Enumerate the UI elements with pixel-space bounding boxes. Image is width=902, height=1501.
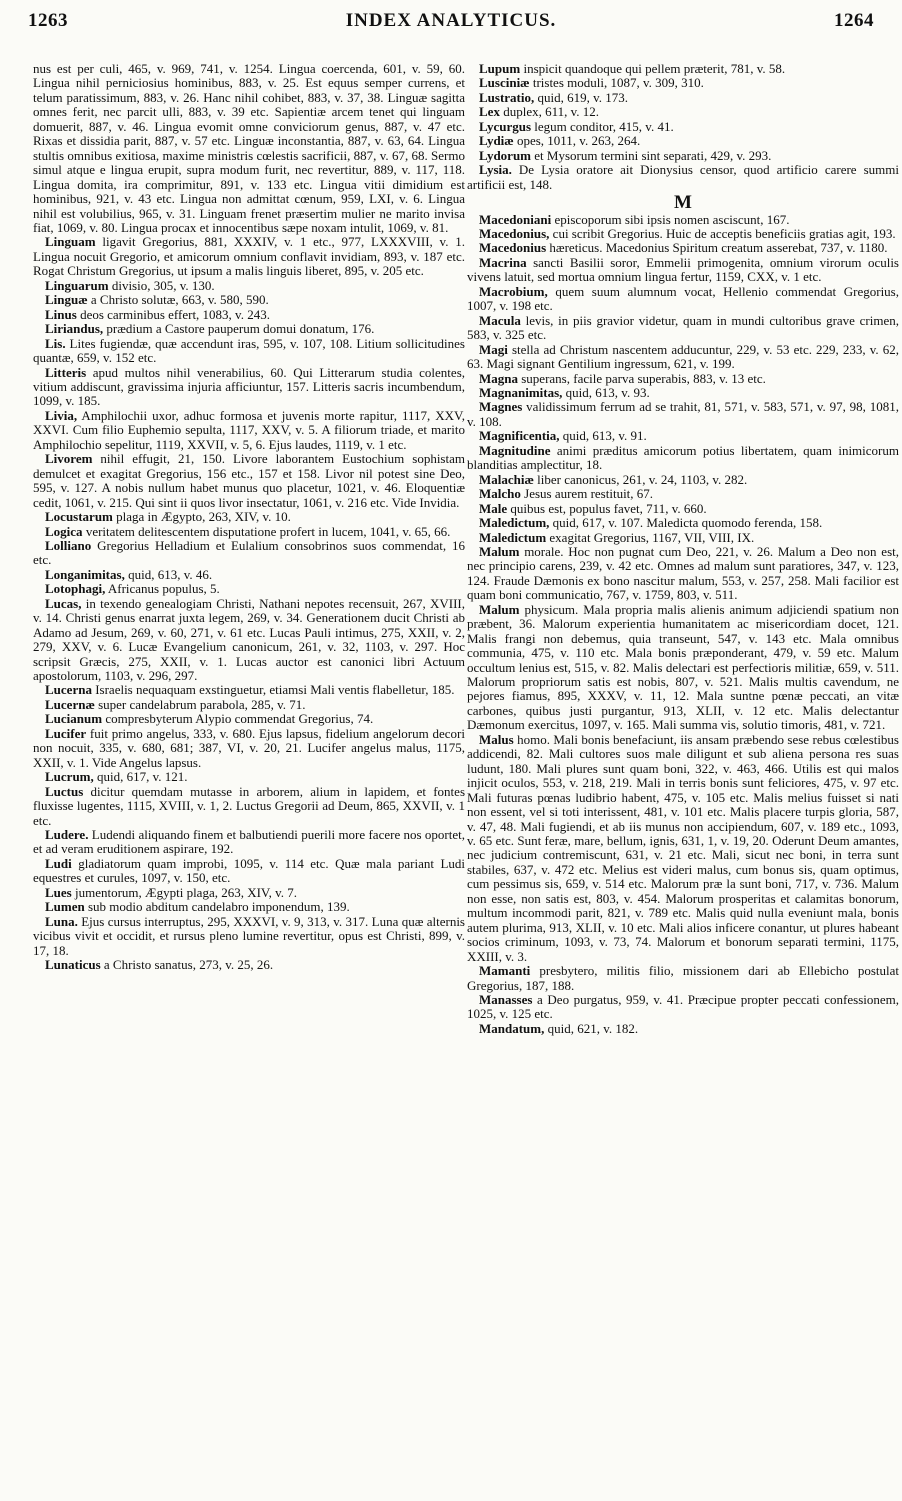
entry-text: Amphilochii uxor, adhuc formosa et juvenis morte rapitur, 1117, XXV, XXVI. Cum filio Euphemio sepulta, 1117, XXV, v. 5. A filiorum triade, et marito Amphilochio sepelitur, 1119, XXVII, v. 5, 6. Ejus laudes, 1119, v. 1 etc. — [33, 407, 465, 452]
entry-headword: Manasses — [479, 992, 533, 1007]
entry-text: compresbyterum Alypio commendat Gregorius, 74. — [102, 711, 374, 727]
entry-text: Jesus aurem restituit, 67. — [520, 486, 654, 502]
index-entry — [467, 993, 899, 1022]
entry-headword: Magi — [479, 341, 508, 357]
entry-text: quid, 619, v. 173. — [534, 89, 629, 105]
index-entry — [33, 337, 465, 366]
entry-text: hæreticus. Macedonius Spiritum creatum asserebat, 737, v. 1180. — [546, 240, 888, 256]
index-entry — [467, 62, 899, 76]
entry-text: episcoporum sibi ipsis nomen asciscunt, 167. — [551, 211, 790, 227]
entry-headword: Lustratio, — [479, 89, 535, 105]
entry-headword: Luctus — [45, 783, 84, 799]
index-entry — [467, 285, 899, 314]
index-entry — [33, 915, 465, 958]
entry-headword: Maledictum — [479, 529, 547, 545]
index-entry — [467, 91, 899, 105]
entry-text: quem suum alumnum vocat, Hellenio commendat Gregorius, 1007, v. 198 etc. — [467, 283, 899, 314]
entry-headword: Lydiæ — [479, 133, 514, 149]
entry-headword: Maledictum, — [479, 515, 550, 531]
entry-headword: Lusciniæ — [479, 75, 530, 91]
index-entry — [467, 473, 899, 487]
entry-headword: Lydorum — [479, 147, 532, 163]
index-entry — [33, 279, 465, 293]
entry-text: presbytero, militis filio, missionem dari ab Ellebicho postulat Gregorius, 187, 188. — [467, 963, 899, 993]
entry-headword: Malcho — [479, 486, 521, 502]
entry-headword: Malum — [479, 601, 520, 617]
index-entry — [467, 120, 899, 134]
entry-headword: Malum — [479, 543, 520, 559]
entry-headword: Magnificentia, — [479, 428, 560, 444]
index-entry — [467, 163, 899, 192]
left-column — [33, 62, 465, 973]
entry-headword: Lucerna — [45, 682, 92, 698]
entry-text: divisio, 305, v. 130. — [108, 277, 215, 293]
entry-text: opes, 1011, v. 263, 264. — [513, 133, 641, 149]
entry-headword: Malachiæ — [479, 471, 534, 487]
entry-text: duplex, 611, v. 12. — [499, 104, 600, 120]
entry-text: prædium a Castore pauperum domui donatum, 176. — [103, 321, 375, 337]
entry-text: plaga in Ægypto, 263, XIV, v. 10. — [112, 509, 291, 525]
entry-text: inspicit quandoque qui pellem præterit, 781, v. 58. — [520, 61, 786, 76]
entry-headword: Magnitudine — [479, 442, 551, 458]
entry-text: dicitur quemdam mutasse in arborem, alium in lapidem, et fontes fluxisse lugentes, 1115, XVIII, v. 1, 2. Luctus Gregorii ad Deum, 865, XXVII, v. 1 etc. — [33, 783, 465, 828]
entry-headword: Macedonius, — [479, 225, 550, 241]
entry-text: morale. Hoc non pugnat cum Deo, 221, v. 26. Malum a Deo non est, nec principio carens, 239, v. 42 etc. Omnes ad malum sunt paratiores, 347, v. 123, 124. Fraude Dæmonis ex bono nascitur malum, 553, v. 257, 258. Mali facilior est quam boni communicatio, 767, v. 1759, 803, v. 511. — [467, 543, 899, 603]
entry-headword: Male — [479, 500, 508, 516]
entry-headword: Lolliano — [45, 537, 92, 553]
index-entry — [467, 386, 899, 400]
page-number-left: 1263 — [28, 10, 68, 31]
section-letter: M — [674, 192, 692, 214]
entry-headword: Lycurgus — [479, 118, 532, 134]
entry-text: legum conditor, 415, v. 41. — [531, 118, 674, 134]
entry-text: De Lysia oratore ait Dionysius censor, quod artificio carere summi artificii est, 148. — [467, 162, 899, 192]
entry-text: animi præditus amicorum potius libertatem, quam inimicorum blanditias amplectitur, 18. — [467, 442, 899, 473]
index-entry — [467, 76, 899, 90]
entry-text: quid, 621, v. 182. — [544, 1020, 639, 1036]
index-entry — [33, 597, 465, 684]
entry-text: validissimum ferrum ad se trahit, 81, 571, v. 583, 571, v. 97, 98, 1081, v. 108. — [467, 399, 899, 429]
right-column — [467, 62, 899, 1036]
index-entry — [33, 727, 465, 770]
index-entry — [467, 429, 899, 443]
entry-text: levis, in piis gravior videtur, quam in mundi cultoribus grave crimen, 583, v. 325 etc. — [467, 312, 899, 343]
entry-text: cui scribit Gregorius. Huic de acceptis beneficiis gratias agit, 193. — [549, 225, 896, 241]
entry-text: Africanus populus, 5. — [105, 581, 220, 597]
entry-text: deos carminibus effert, 1083, v. 243. — [76, 306, 270, 322]
entry-text: a Christo solutæ, 663, v. 580, 590. — [87, 292, 269, 308]
entry-headword: Longanimitas, — [45, 566, 125, 582]
right-column-entries-m — [467, 213, 899, 1037]
entry-headword: Lis. — [45, 335, 66, 351]
entry-headword: Malus — [479, 731, 514, 747]
entry-headword: Lucianum — [45, 711, 103, 727]
index-entry — [33, 366, 465, 409]
entry-text: ligavit Gregorius, 881, XXXIV, v. 1 etc., 977, LXXXVIII, v. 1. Lingua nocuit Gregorio, et amicorum omnium conflavit invidiam, 893, v. 187 etc. Rogat Christum Gregorius, ut ipsum a malis linguis liberet, 895, v. 205 etc. — [33, 234, 465, 279]
index-entry — [467, 256, 899, 285]
index-entry — [33, 525, 465, 539]
entry-text: quid, 617, v. 121. — [93, 769, 188, 785]
index-entry — [33, 568, 465, 582]
entry-headword: Lex — [479, 104, 500, 120]
entry-text: super candelabrum parabola, 285, v. 71. — [94, 696, 306, 712]
entry-headword: Lucernæ — [45, 696, 95, 712]
entry-headword: Macedonius — [479, 240, 547, 256]
entry-text: sancti Basilii soror, Emmelii primogenita, omnium virorum oculis vivens latuit, sed mortua omnium lingua fertur, 1159, CXX, v. 1 etc. — [467, 254, 899, 285]
entry-headword: Macedoniani — [479, 211, 552, 227]
entry-text: Ludendi aliquando finem et balbutiendi puerili more facere nos oportet, et ad veram eruditionem aspirare, 192. — [33, 827, 465, 857]
entry-headword: Macula — [479, 312, 521, 328]
entry-text: et Mysorum termini sint separati, 429, v. 293. — [531, 147, 772, 163]
entry-text: sub modio abditum candelabro imponendum, 139. — [84, 899, 350, 915]
index-entry — [467, 964, 899, 993]
index-entry — [467, 487, 899, 501]
index-entry — [33, 452, 465, 510]
entry-text: nus est per culi, 465, v. 969, 741, v. 1254. Lingua coercenda, 601, v. 59, 60. Lingua nihil perniciosius hominibus, 883, v. 25. Est equus semper currens, et telum paratissimum, 883, v. 26. Hanc nihil cohibet, 883, v. 37, 38. Linguæ sagitta omnes ferit, nec parcit ulli, 883, v. 39 etc. Sapientiæ arcem tenet qui linguam domuerit, 887, v. 46. Lingua evomit omne conviciorum genus, 887, v. 47 etc. Rixas et dissidia parit, 887, v. 57 etc. Linguæ inconstantia, 887, v. 63, 64. Lingua stultis omnibus exitiosa, maxime ministris cœlestis sacrificii, 887, v. 67, 68. Sermo simul atque e lingua erupit, supra modum furit, nec revertitur, 889, v. 117, 118. Lingua domita, ira comprimitur, 891, v. 133 etc. Lingua vitii dimidium est hominibus, 921, v. 43 etc. Lingua non admittat cœnum, 959, LXI, v. 6. Lingua nihil est volubilius, 965, v. 31. Linguam frenet præsertim mulier ne marito invisa fiat, 1069, v. 80. Lingua procax et innocentibus sæpe noxam intulit, 1069, v. 81. — [33, 61, 465, 235]
entry-headword: Lupum — [479, 61, 521, 76]
entry-headword: Locustarum — [45, 509, 113, 525]
index-entry — [467, 1022, 899, 1036]
entry-headword: Macrina — [479, 254, 527, 270]
entry-text: Ejus cursus interruptus, 295, XXXVI, v. 9, 313, v. 317. Luna quæ alternis vicibus vivit et occidit, et rursus pleno lumine revertitur, opus est Christi, 899, v. 17, 18. — [33, 913, 465, 958]
entry-headword: Livia, — [45, 407, 78, 423]
entry-text: apud multos nihil venerabilius, 60. Qui Litterarum studia colentes, vitium addiscunt, gravissima injuria afficiuntur, 157. Litteris sacris incumbendum, 1099, v. 185. — [33, 364, 465, 409]
entry-headword: Liriandus, — [45, 321, 104, 337]
index-entry — [467, 241, 899, 255]
entry-text: quid, 617, v. 107. Maledicta quomodo ferenda, 158. — [549, 515, 823, 531]
index-entry — [467, 213, 899, 227]
entry-headword: Linguam — [45, 234, 96, 250]
entry-headword: Litteris — [45, 364, 87, 380]
index-entry — [33, 510, 465, 524]
entry-text: quid, 613, v. 91. — [559, 428, 647, 444]
entry-headword: Logica — [45, 523, 83, 539]
index-entry — [33, 322, 465, 336]
entry-text: fuit primo angelus, 333, v. 680. Ejus lapsus, fidelium angelorum decori non nocuit, 335, v. 680, 681; 387, VI, v. 20, 21. Lucifer angelus malus, 1175, XXII, v. 1. Vide Angelus lapsus. — [33, 725, 465, 770]
entry-text: gladiatorum quam improbi, 1095, v. 114 etc. Quæ mala pariant Ludi equestres et curules, 1097, v. 150, etc. — [33, 855, 465, 886]
index-entry — [467, 545, 899, 603]
entry-headword: Lotophagi, — [45, 581, 106, 597]
entry-headword: Macrobium, — [479, 283, 548, 299]
entry-headword: Lues — [45, 884, 72, 900]
index-entry — [467, 314, 899, 343]
entry-text: stella ad Christum nascentem adducuntur, 229, v. 53 etc. 229, 233, v. 62, 63. Magi signant Gentilium ingressum, 621, v. 199. — [467, 341, 899, 372]
index-entry — [33, 698, 465, 712]
entry-headword: Mamanti — [479, 963, 531, 979]
index-entry — [33, 886, 465, 900]
right-column-entries-l — [467, 62, 899, 192]
entry-headword: Lucrum, — [45, 769, 94, 785]
entry-headword: Linus — [45, 306, 77, 322]
entry-text: superans, facile parva superabis, 883, v. 13 etc. — [518, 370, 766, 386]
entry-text: Israelis nequaquam exstinguetur, etiamsi Mali ventis flabelletur, 185. — [91, 682, 455, 698]
index-entry — [467, 105, 899, 119]
entry-headword: Livorem — [45, 451, 93, 467]
entry-headword: Ludere. — [45, 827, 89, 843]
index-entry — [33, 683, 465, 697]
entry-text: quid, 613, v. 93. — [562, 384, 650, 400]
index-entry — [467, 343, 899, 372]
index-entry — [33, 308, 465, 322]
index-entry — [467, 134, 899, 148]
index-entry — [467, 149, 899, 163]
entry-headword: Magna — [479, 370, 518, 386]
index-entry — [33, 409, 465, 452]
index-entry — [33, 958, 465, 972]
entry-headword: Ludi — [45, 855, 72, 871]
entry-text: quid, 613, v. 46. — [124, 566, 213, 582]
entry-text: liber canonicus, 261, v. 24, 1103, v. 282. — [533, 471, 748, 487]
entry-headword: Magnes — [479, 399, 523, 415]
page-header — [28, 10, 874, 42]
entry-headword: Lunaticus — [45, 957, 101, 973]
entry-text: in texendo genealogiam Christi, Nathani nepotes recensuit, 267, XVIII, v. 14. Christi genus enarrat juxta legem, 269, v. 34. Generationem ducit Christi ab Adamo ad Jesum, 269, v. 60, 271, v. 61 etc. Lucas Pauli intimus, 275, XXII, v. 2, 279, XXV, v. 6. Lucæ Evangelium canonicum, 261, v. 32, 1103, v. 297. Hoc scripsit Græcis, 275, XXII, v. 1. Lucas auctor est canonici libri Actuum apostolorum, 1103, v. 296, 297. — [33, 595, 465, 684]
entry-text: physicum. Mala propria malis alienis animum adjiciendi spatium non præbent, 36. Malorum experientia humanitatem ac misericordiam docet, 121. Malis frangi non debemus, quia transeunt, 547, v. 143 etc. Mala omnibus communia, 475, v. 110 etc. Mala bonis præponderant, 479, v. 59 etc. Malum occultum lenius est, 515, v. 82. Malis delectari est perfectioris militiæ, 659, v. 511. Malorum propriorum satis est nobis, 807, v. 521. Malis multis cavendum, ne pejores fiamus, 895, XXXV, v. 11, 12. Mala suntne pœnæ peccati, an vitæ carbones, quibus justi purgantur, 913, XLII, v. 12 etc. Malis delectantur Dæmonum exercitus, 1097, v. 165. Mali summa vis, solutio timoris, 481, v. 721. — [467, 601, 899, 733]
index-entry — [467, 400, 899, 429]
entry-text: exagitat Gregorius, 1167, VII, VIII, IX. — [546, 529, 755, 545]
index-entry — [467, 516, 899, 530]
entry-text: jumentorum, Ægypti plaga, 263, XIV, v. 7. — [71, 884, 298, 900]
entry-headword: Lumen — [45, 899, 85, 915]
entry-headword: Mandatum, — [479, 1020, 545, 1036]
entry-text: homo. Mali bonis benefaciunt, iis ansam præbendo sese rebus cœlestibus addicendi, 82. Mali cultores suos male diligunt et sub aliena persona res suas ludunt, 180. Mali plures sunt quam boni, 322, v. 463, 466. Utilis est qui malos injicit oculos, 553, v. 218, 219. Mali in terris bonis sunt feliciores, 475, v. 97 etc. Mali futuras pœnas ludibrio habent, 475, v. 105 etc. Malis melius fuisset si nati non essent, vel si toti interissent, 481, v. 101 etc. Malis placere turpis gloria, 587, v. 47, 48. Mali fugiendi, et ab iis munus non accipiendum, 607, v. 189 etc., 1093, v. 65 etc. Sunt feræ, mare, bellum, ignis, 631, 1, v. 19, 20. Oderunt Deum amantes, nec judicium contremiscunt, 631, v. 21 etc. Mali, sicut nec boni, in terra sunt stabiles, 637, v. 472 etc. Melius est videri malus, cum bonus sis, quam optimus, cum pessimus sis, 659, v. 514 etc. Malorum præ la sunt boni, 717, v. 736. Malum non esse, non satis est, 803, v. 454. Malorum prosperitas et calamitas bonorum, multum incommodi parit, 821, v. 789 etc. Malis quid nulla eveniunt mala, bonis autem plurima, 913, XLII, v. 10 etc. Mali alios inficere conantur, ut plures habeant socios criminum, 1093, v. 73, 74. Malorum et bonorum separati termini, 1175, XXIII, v. 3. — [467, 731, 899, 964]
index-entry — [33, 582, 465, 596]
index-entry — [33, 539, 465, 568]
index-entry — [33, 770, 465, 784]
entry-text: Gregorius Helladium et Eulalium consobrinos suos commendat, 16 etc. — [33, 537, 465, 568]
entry-headword: Magnanimitas, — [479, 384, 563, 400]
index-entry — [467, 733, 899, 964]
running-title: INDEX ANALYTICUS. — [345, 10, 557, 31]
entry-text: veritatem delitescentem disputatione profert in lucem, 1041, v. 65, 66. — [82, 523, 451, 539]
entry-text: tristes moduli, 1087, v. 309, 310. — [529, 75, 704, 91]
index-entry — [467, 227, 899, 241]
entry-text: a Christo sanatus, 273, v. 25, 26. — [100, 957, 274, 973]
entry-headword: Lysia. — [479, 162, 512, 178]
index-entry — [467, 502, 899, 516]
entry-headword: Luna. — [45, 913, 78, 929]
index-entry — [33, 785, 465, 828]
entry-text: quibus est, populus favet, 711, v. 660. — [507, 500, 707, 516]
index-entry — [33, 900, 465, 914]
index-entry — [467, 603, 899, 733]
entry-headword: Linguarum — [45, 277, 109, 293]
page-number-right: 1264 — [834, 10, 874, 31]
index-entry — [467, 372, 899, 386]
index-entry — [33, 712, 465, 726]
entry-headword: Lucifer — [45, 725, 87, 741]
index-entry — [467, 444, 899, 473]
index-entry — [33, 293, 465, 307]
entry-text: nihil effugit, 21, 150. Livore laborantem Eustochium sophistam demulcet et exagitat Gregorius, 156 etc., 157 et 158. Livor nil potest sine Deo, 595, v. 127. A nobis nullum habet munus quo placetur, 1021, v. 46. Eloquentiæ cedit, 1061, v. 215. Qui sint ii quos livor insectatur, 1061, v. 216 etc. Vide Invidia. — [33, 451, 465, 510]
entry-text: Lites fugiendæ, quæ accendunt iras, 595, v. 107, 108. Litium sollicitudines quantæ, 659, v. 152 etc. — [33, 335, 465, 366]
index-entry — [33, 828, 465, 857]
index-entry — [33, 857, 465, 886]
index-entry — [467, 531, 899, 545]
entry-headword: Lucas, — [45, 595, 82, 611]
index-entry — [33, 62, 465, 235]
index-entry — [33, 235, 465, 278]
entry-headword: Linguæ — [45, 292, 88, 308]
entry-text: a Deo purgatus, 959, v. 41. Præcipue propter peccati confessionem, 1025, v. 125 etc. — [467, 992, 899, 1022]
